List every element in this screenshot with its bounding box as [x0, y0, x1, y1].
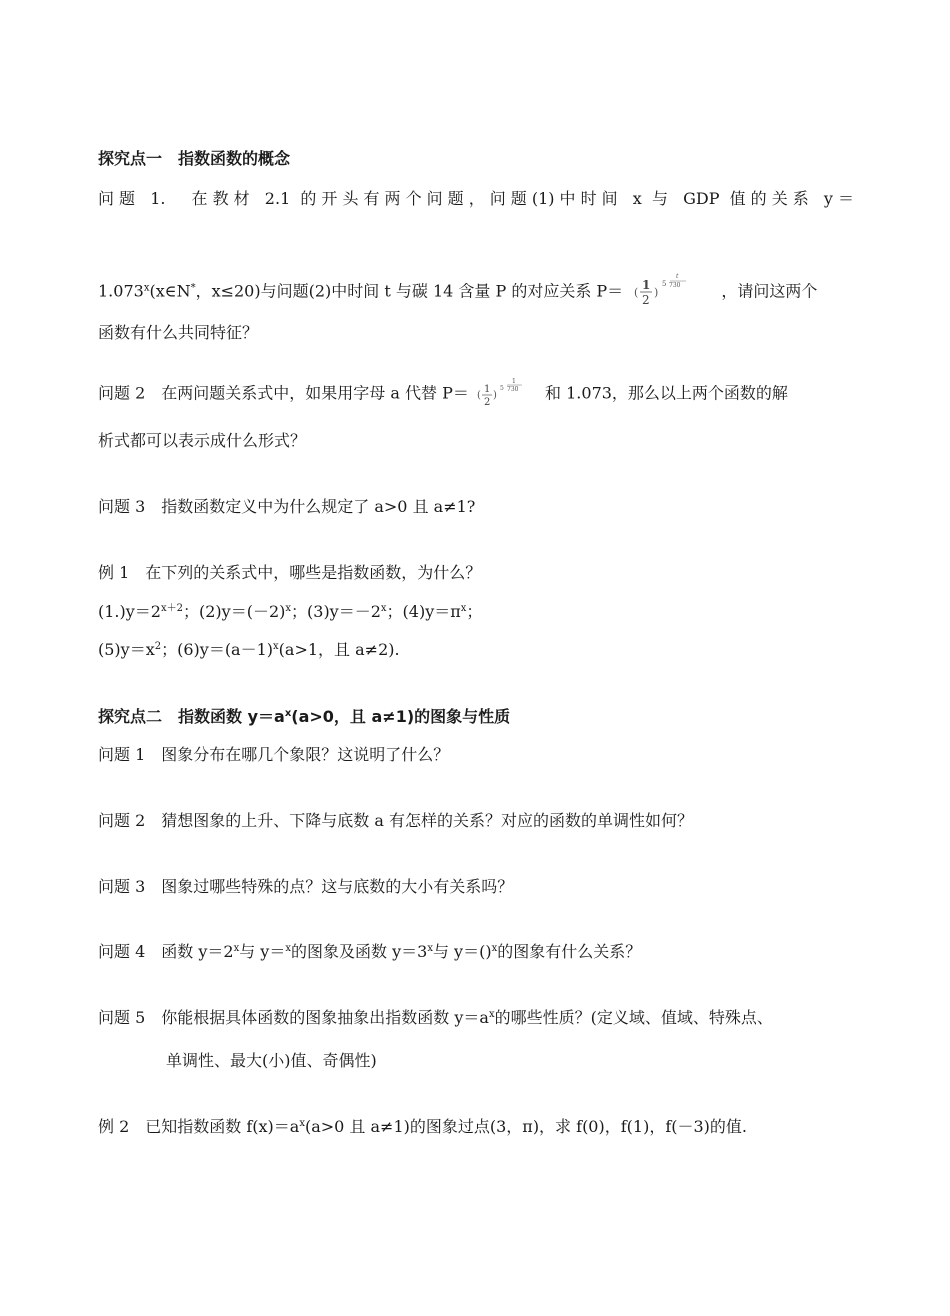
question2-line1: [98, 377, 854, 411]
question1-line2: [98, 272, 854, 312]
example1-line1: [98, 601, 854, 623]
ex1-sup3: x: [380, 603, 387, 614]
svg-text:): ): [654, 286, 659, 299]
ex1-2a: (5)y＝x: [98, 640, 155, 659]
svg-text:1: 1: [483, 384, 491, 395]
formula-half-power-t: [632, 272, 712, 312]
svg-text:t: t: [676, 273, 679, 280]
question1-line3: 函数有什么共同特征？: [98, 323, 259, 342]
example1-line2: [98, 639, 854, 661]
s2-title-b: (a>0，且 a≠1)的图象与性质: [291, 707, 511, 726]
ex1-sup1: x＋2: [160, 603, 183, 614]
ex1-2sup2: x: [273, 641, 279, 652]
question2-line2: 析式都可以表示成什么形式？: [98, 431, 307, 450]
q1-text-c: ，x≤20)与问题(2)中时间 t 与碳 14 含量 P 的对应关系 P＝: [195, 281, 624, 301]
q1-text-a: 1.073: [98, 281, 144, 301]
svg-text:(: (: [476, 390, 481, 401]
example2: [98, 1116, 854, 1138]
svg-text:): ): [492, 390, 497, 401]
ex2-sup: x: [299, 1118, 305, 1129]
ex1-c: ；(3)y＝－2: [291, 602, 381, 621]
q5-b: 的哪些性质？(定义域、值域、特殊点、: [494, 1008, 773, 1027]
ex2-b: (a>0 且 a≠1)的图象过点(3，π)，求 f(0)，f(1)，f(－3)的值.: [304, 1117, 747, 1136]
svg-text:1: 1: [511, 378, 516, 385]
q1-text-d: ，请问这两个: [721, 281, 818, 301]
s2-title-a: 探究点二 指数函数 y＝a: [98, 707, 285, 726]
q4-sup1: x: [233, 943, 240, 954]
q1-text-b: (x∈N: [149, 281, 191, 301]
svg-text:1: 1: [642, 278, 651, 292]
q4-sup3: x: [427, 943, 433, 954]
example1-title: 例 1 在下列的关系式中，哪些是指数函数，为什么？: [98, 563, 482, 582]
svg-text:(: (: [634, 286, 639, 299]
s2-question3: 问题 3 图象过哪些特殊的点？这与底数的大小有关系吗？: [98, 877, 514, 896]
s2-question5-line1: [98, 1007, 854, 1029]
section2-title: [98, 706, 854, 728]
s2-title-sup: x: [284, 708, 292, 719]
ex2-a: 例 2 已知指数函数 f(x)＝a: [98, 1117, 300, 1136]
q4-sup4: x: [491, 943, 498, 954]
s2-question1: 问题 1 图象分布在哪几个象限？这说明了什么？: [98, 745, 450, 764]
q4-e: 的图象有什么关系？: [497, 942, 642, 961]
q5-a: 问题 5 你能根据具体函数的图象抽象出指数函数 y＝a: [98, 1008, 489, 1027]
formula-svg-1: [632, 272, 712, 312]
s2-question4: [98, 941, 854, 963]
q4-d: 与 y＝(): [432, 942, 492, 961]
svg-text:2: 2: [483, 397, 491, 408]
svg-text:5: 5: [499, 385, 504, 392]
ex1-2c: (a>1，且 a≠2).: [278, 640, 400, 659]
q4-sup2: x: [285, 943, 291, 954]
q2-text-a: 问题 2 在两问题关系式中，如果用字母 a 代替 P＝: [98, 383, 469, 403]
ex1-sup2: x: [285, 603, 292, 614]
ex1-d: ；(4)y＝π: [386, 602, 461, 621]
q1-sup-x: x: [143, 282, 150, 294]
q1-sup-star: *: [190, 282, 196, 294]
ex1-2b: ；(6)y＝(a－1): [161, 640, 274, 659]
formula-half-power-1: [476, 377, 538, 411]
svg-text:730: 730: [506, 386, 519, 393]
q5-sup: x: [488, 1009, 495, 1020]
q4-a: 问题 4 函数 y＝2: [98, 942, 234, 961]
q4-c: 的图象及函数 y＝3: [291, 942, 428, 961]
section1-title: 探究点一 指数函数的概念: [98, 149, 291, 168]
s2-question2: 问题 2 猜想图象的上升、下降与底数 a 有怎样的关系？对应的函数的单调性如何？: [98, 811, 693, 830]
q2-text-b: 和 1.073，那么以上两个函数的解: [545, 383, 788, 403]
question1-line1: 问题 1. 在教材 2.1 的开头有两个问题，问题(1)中时间 x 与 GDP 值的关系 y＝: [98, 189, 854, 208]
ex1-b: ；(2)y＝(－2): [183, 602, 286, 621]
ex1-e: ；: [466, 602, 483, 621]
ex1-2sup1: 2: [154, 641, 162, 652]
s2-question5-line2: 单调性、最大(小)值、奇偶性): [166, 1051, 377, 1070]
question3: 问题 3 指数函数定义中为什么规定了 a>0 且 a≠1?: [98, 497, 476, 516]
ex1-a: (1.)y＝2: [98, 602, 161, 621]
ex1-sup4: x: [460, 603, 467, 614]
svg-text:2: 2: [642, 293, 650, 307]
svg-text:730: 730: [669, 282, 681, 289]
svg-text:5: 5: [662, 280, 667, 288]
formula-svg-2: [476, 377, 538, 411]
q4-b: 与 y＝: [239, 942, 286, 961]
